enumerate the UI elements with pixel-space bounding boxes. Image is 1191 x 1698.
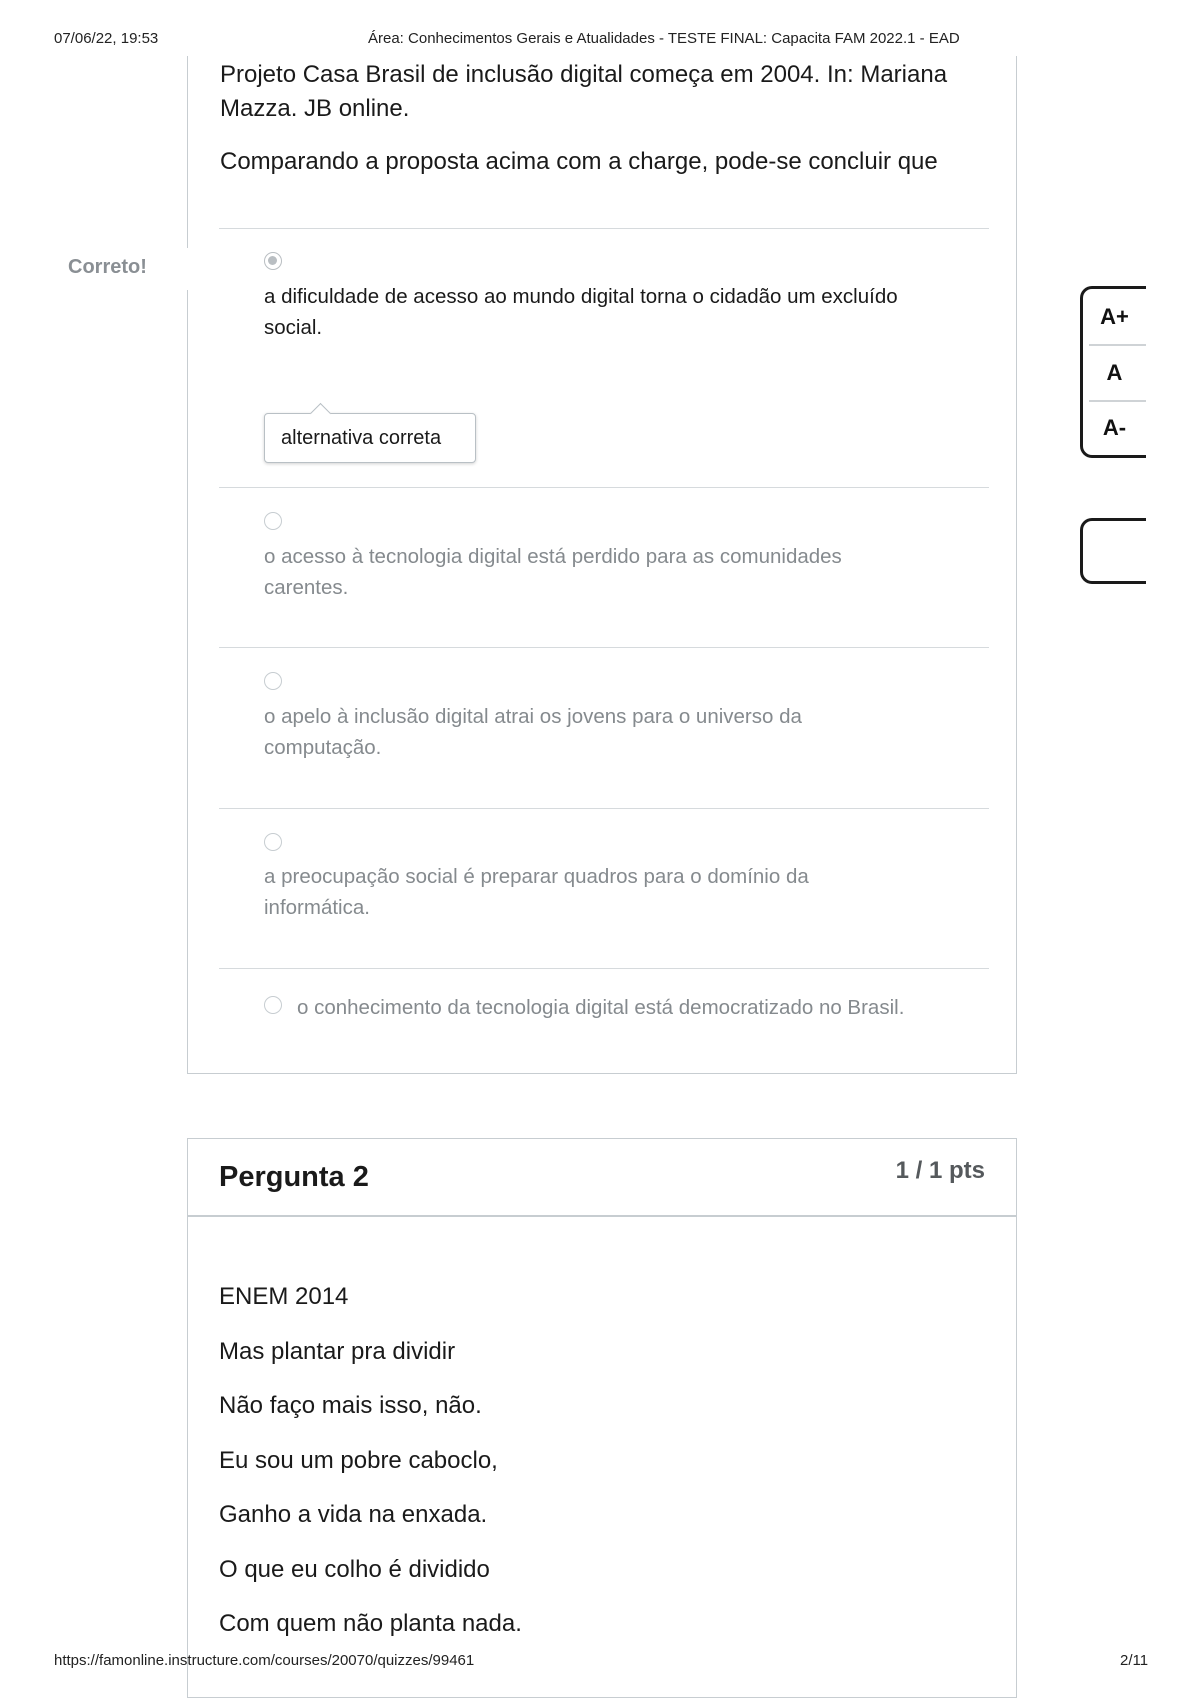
- question-text-line: ENEM 2014: [219, 1283, 349, 1310]
- question-stem-line: Comparando a proposta acima com a charge, pode-se concluir que: [220, 148, 938, 175]
- print-datetime: 07/06/22, 19:53: [54, 30, 159, 47]
- radio-button[interactable]: [264, 252, 282, 270]
- font-increase-button[interactable]: A+: [1100, 304, 1129, 329]
- radio-button[interactable]: [264, 833, 282, 851]
- answer-text: o conhecimento da tecnologia digital está democratizado no Brasil.: [297, 996, 905, 1019]
- answer-text: social.: [264, 316, 323, 339]
- font-decrease-button[interactable]: A-: [1102, 415, 1127, 440]
- question-2-panel: [187, 1138, 1017, 1698]
- question-text-line: Eu sou um pobre caboclo,: [219, 1447, 498, 1474]
- answer-text: o apelo à inclusão digital atrai os jovens para o universo da: [264, 705, 802, 728]
- radio-button[interactable]: [264, 672, 282, 690]
- print-page-title: Área: Conhecimentos Gerais e Atualidades - TESTE FINAL: Capacita FAM 2022.1 - EAD: [368, 30, 960, 47]
- answer-text: a preocupação social é preparar quadros para o domínio da: [264, 865, 809, 888]
- answer-text: carentes.: [264, 576, 349, 599]
- question-text-line: Não faço mais isso, não.: [219, 1392, 482, 1419]
- question-text-line: Ganho a vida na enxada.: [219, 1501, 488, 1528]
- answer-text: informática.: [264, 896, 370, 919]
- print-url: https://famonline.instructure.com/courses/20070/quizzes/99461: [54, 1652, 475, 1669]
- question-1-panel: [187, 56, 1017, 1074]
- font-reset-button[interactable]: A: [1106, 360, 1123, 385]
- answer-text: o acesso à tecnologia digital está perdido para as comunidades: [264, 545, 842, 568]
- question-stem-line: Projeto Casa Brasil de inclusão digital começa em 2004. In: Mariana: [220, 61, 948, 88]
- answer-text: computação.: [264, 736, 382, 759]
- question-text-line: Mas plantar pra dividir: [219, 1338, 456, 1365]
- question-text-line: Com quem não planta nada.: [219, 1610, 522, 1637]
- correct-answer-tooltip: alternativa correta: [264, 413, 476, 463]
- print-page-number: 2/11: [1120, 1652, 1149, 1669]
- question-points: 1 / 1 pts: [895, 1157, 985, 1184]
- answer-text: a dificuldade de acesso ao mundo digital torna o cidadão um excluído: [264, 285, 898, 308]
- radio-button[interactable]: [264, 996, 282, 1014]
- side-toggle-button[interactable]: [1080, 518, 1146, 584]
- question-title: Pergunta 2: [219, 1161, 369, 1193]
- font-size-controls: [1080, 286, 1146, 458]
- question-text-line: O que eu colho é dividido: [219, 1556, 490, 1583]
- question-header: [188, 1139, 1016, 1217]
- question-stem-line: Mazza. JB online.: [220, 95, 410, 122]
- correct-status-label: Correto!: [68, 256, 147, 278]
- radio-button[interactable]: [264, 512, 282, 530]
